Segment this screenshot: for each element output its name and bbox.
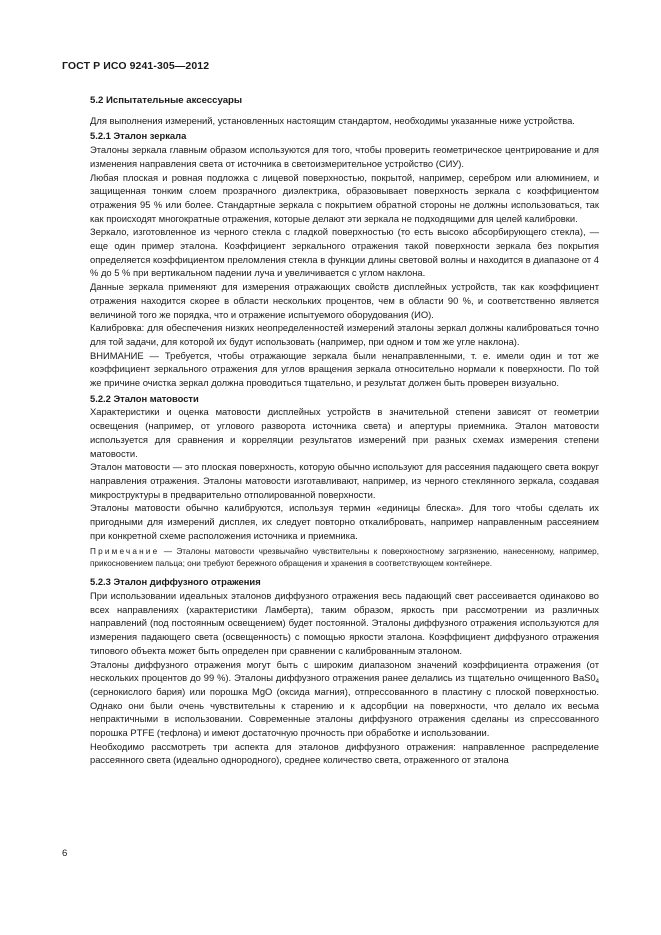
warning-paragraph: ВНИМАНИЕ — Требуется, чтобы отражающие зеркала были ненаправленными, т. е. имели один и тот же коэффициент зеркального отражения для углов вращения зеркала относительно нормали к поверхности. По той же причине очистка зеркал должна проводиться тщательно, и результат должен быть проверен визуально. bbox=[90, 349, 599, 389]
paragraph bbox=[90, 658, 599, 740]
paragraph: Данные зеркала применяют для измерения отражающих свойств дисплейных устройств, так как коэффициент отражения находится скорее в области нескольких процентов, чем в области 90 %, и соответственно является величиной того же порядка, что и отражение испытуемого оборудования (ИО). bbox=[90, 281, 599, 320]
section-intro: Для выполнения измерений, установленных настоящим стандартом, необходимы указанные ниже устройства. bbox=[90, 114, 575, 126]
paragraph-part: (сернокислого бария) или порошка MgO (оксида магния), отпрессованного в пластину с плоской поверхностью. Однако они были очень чувствительны к старению и к адсорбции на поверхности, что делало их весьма непрактичными в использовании. Современные эталоны диффузного отражения сделаны из спрессованного порошка PTFE (тефлона) и имеют достаточную прочность при обработке и использовании. bbox=[90, 685, 599, 739]
paragraph: Эталоны матовости обычно калибруются, используя термин «единицы блеска». Для того чтобы сделать их пригодными для измерений дисплея, их следует повторно откалибровать, например направленным рассеянием при конкретной схеме расположения источника и приемника. bbox=[90, 502, 599, 541]
document-header: ГОСТ Р ИСО 9241-305—2012 bbox=[62, 60, 210, 72]
subsection-title-diffuse: 5.2.3 Эталон диффузного отражения bbox=[90, 576, 261, 588]
section-title: 5.2 Испытательные аксессуары bbox=[90, 95, 243, 106]
subsection-title-mirror: 5.2.1 Эталон зеркала bbox=[90, 130, 187, 142]
paragraph: Любая плоская и ровная подложка с лицевой поверхностью, покрытой, например, серебром или алюминием, и защищенная тонким слоем прозрачного диэлектрика, образовывает поверхность зеркала с коэффициентом отражения 95 % или более. Стандартные зеркала с покрытием обратной стороны не должны использоваться, так как происходят многократные отражения, которые делают эти зеркала не подходящими для целей калибровки. bbox=[90, 171, 599, 224]
paragraph: Характеристики и оценка матовости дисплейных устройств в значительной степени зависят от геометрии освещения (например, от углового разворота источника света) и апертуры приемника. Эталон матовости используется для сравнения и корреляции результатов измерений при разных схемах измерения степени матовости. bbox=[90, 406, 599, 459]
note bbox=[90, 546, 599, 571]
paragraph: Эталон матовости — это плоская поверхность, которую обычно используют для рассеяния падающего света вокруг направления отражения. Эталоны матовости изготавливают, например, из черного стеклянного зеркала, создавая микроструктуры в предварительно отполированной поверхности. bbox=[90, 461, 599, 500]
subscript: 4 bbox=[595, 679, 599, 686]
subsection-title-matte: 5.2.2 Эталон матовости bbox=[90, 392, 199, 404]
paragraph: Калибровка: для обеспечения низких неопределенностей измерений эталоны зеркал должны калиброваться точно для той задачи, для которой их будут использовать (например, при одном и том же угле наклона). bbox=[90, 322, 599, 347]
paragraph: Эталоны зеркала главным образом используются для того, чтобы проверить геометрическое центрирование и для изменения направления света от источника в светоизмерительное устройство (СИУ). bbox=[90, 144, 599, 169]
paragraph: Зеркало, изготовленное из черного стекла с гладкой поверхностью (то есть высоко абсорбирующего стекла), — еще один пример эталона. Коэффициент зеркального отражения такой поверхности зеркала без покрытия определяется коэффициентом преломления стекла в функции длины световой волны и находится в диапазоне от 4 % до 5 % при вертикальном падении луча и увеличивается с углом наклона. bbox=[90, 226, 599, 279]
paragraph: При использовании идеальных эталонов диффузного отражения весь падающий свет рассеивается одинаково во всех направлениях (характеристики Ламберта), таким образом, яркость при рассмотрении из различных направлений (под постоянным освещением) будет постоянной. Эталоны диффузного отражения используются для измерения падающего света (освещенность) с помощью яркости эталона. Коэффициент диффузного отражения типового объекта может быть определен при сравнении с калиброванным эталоном. bbox=[90, 590, 599, 656]
document-body bbox=[90, 94, 599, 767]
note-text: — Эталоны матовости чрезвычайно чувствительны к поверхностному загрязнению, нанесенному, например, прикосновением пальца; они требуют бережного обращения и хранения в соответствующем контейнере. bbox=[90, 546, 599, 568]
paragraph-part: Эталоны диффузного отражения могут быть с широким диапазоном значений коэффициента отражения (от нескольких процентов до 99 %). Эталоны диффузного отражения ранее делались из тщательно очищенного BaS0 bbox=[90, 658, 599, 684]
page-number: 6 bbox=[62, 848, 68, 859]
paragraph: Необходимо рассмотреть три аспекта для эталонов диффузного отражения: направленное распределение рассеянного света (идеально однородного), среднее количество света, отраженного от эталона bbox=[90, 740, 599, 766]
note-label: Примечание bbox=[90, 546, 160, 556]
